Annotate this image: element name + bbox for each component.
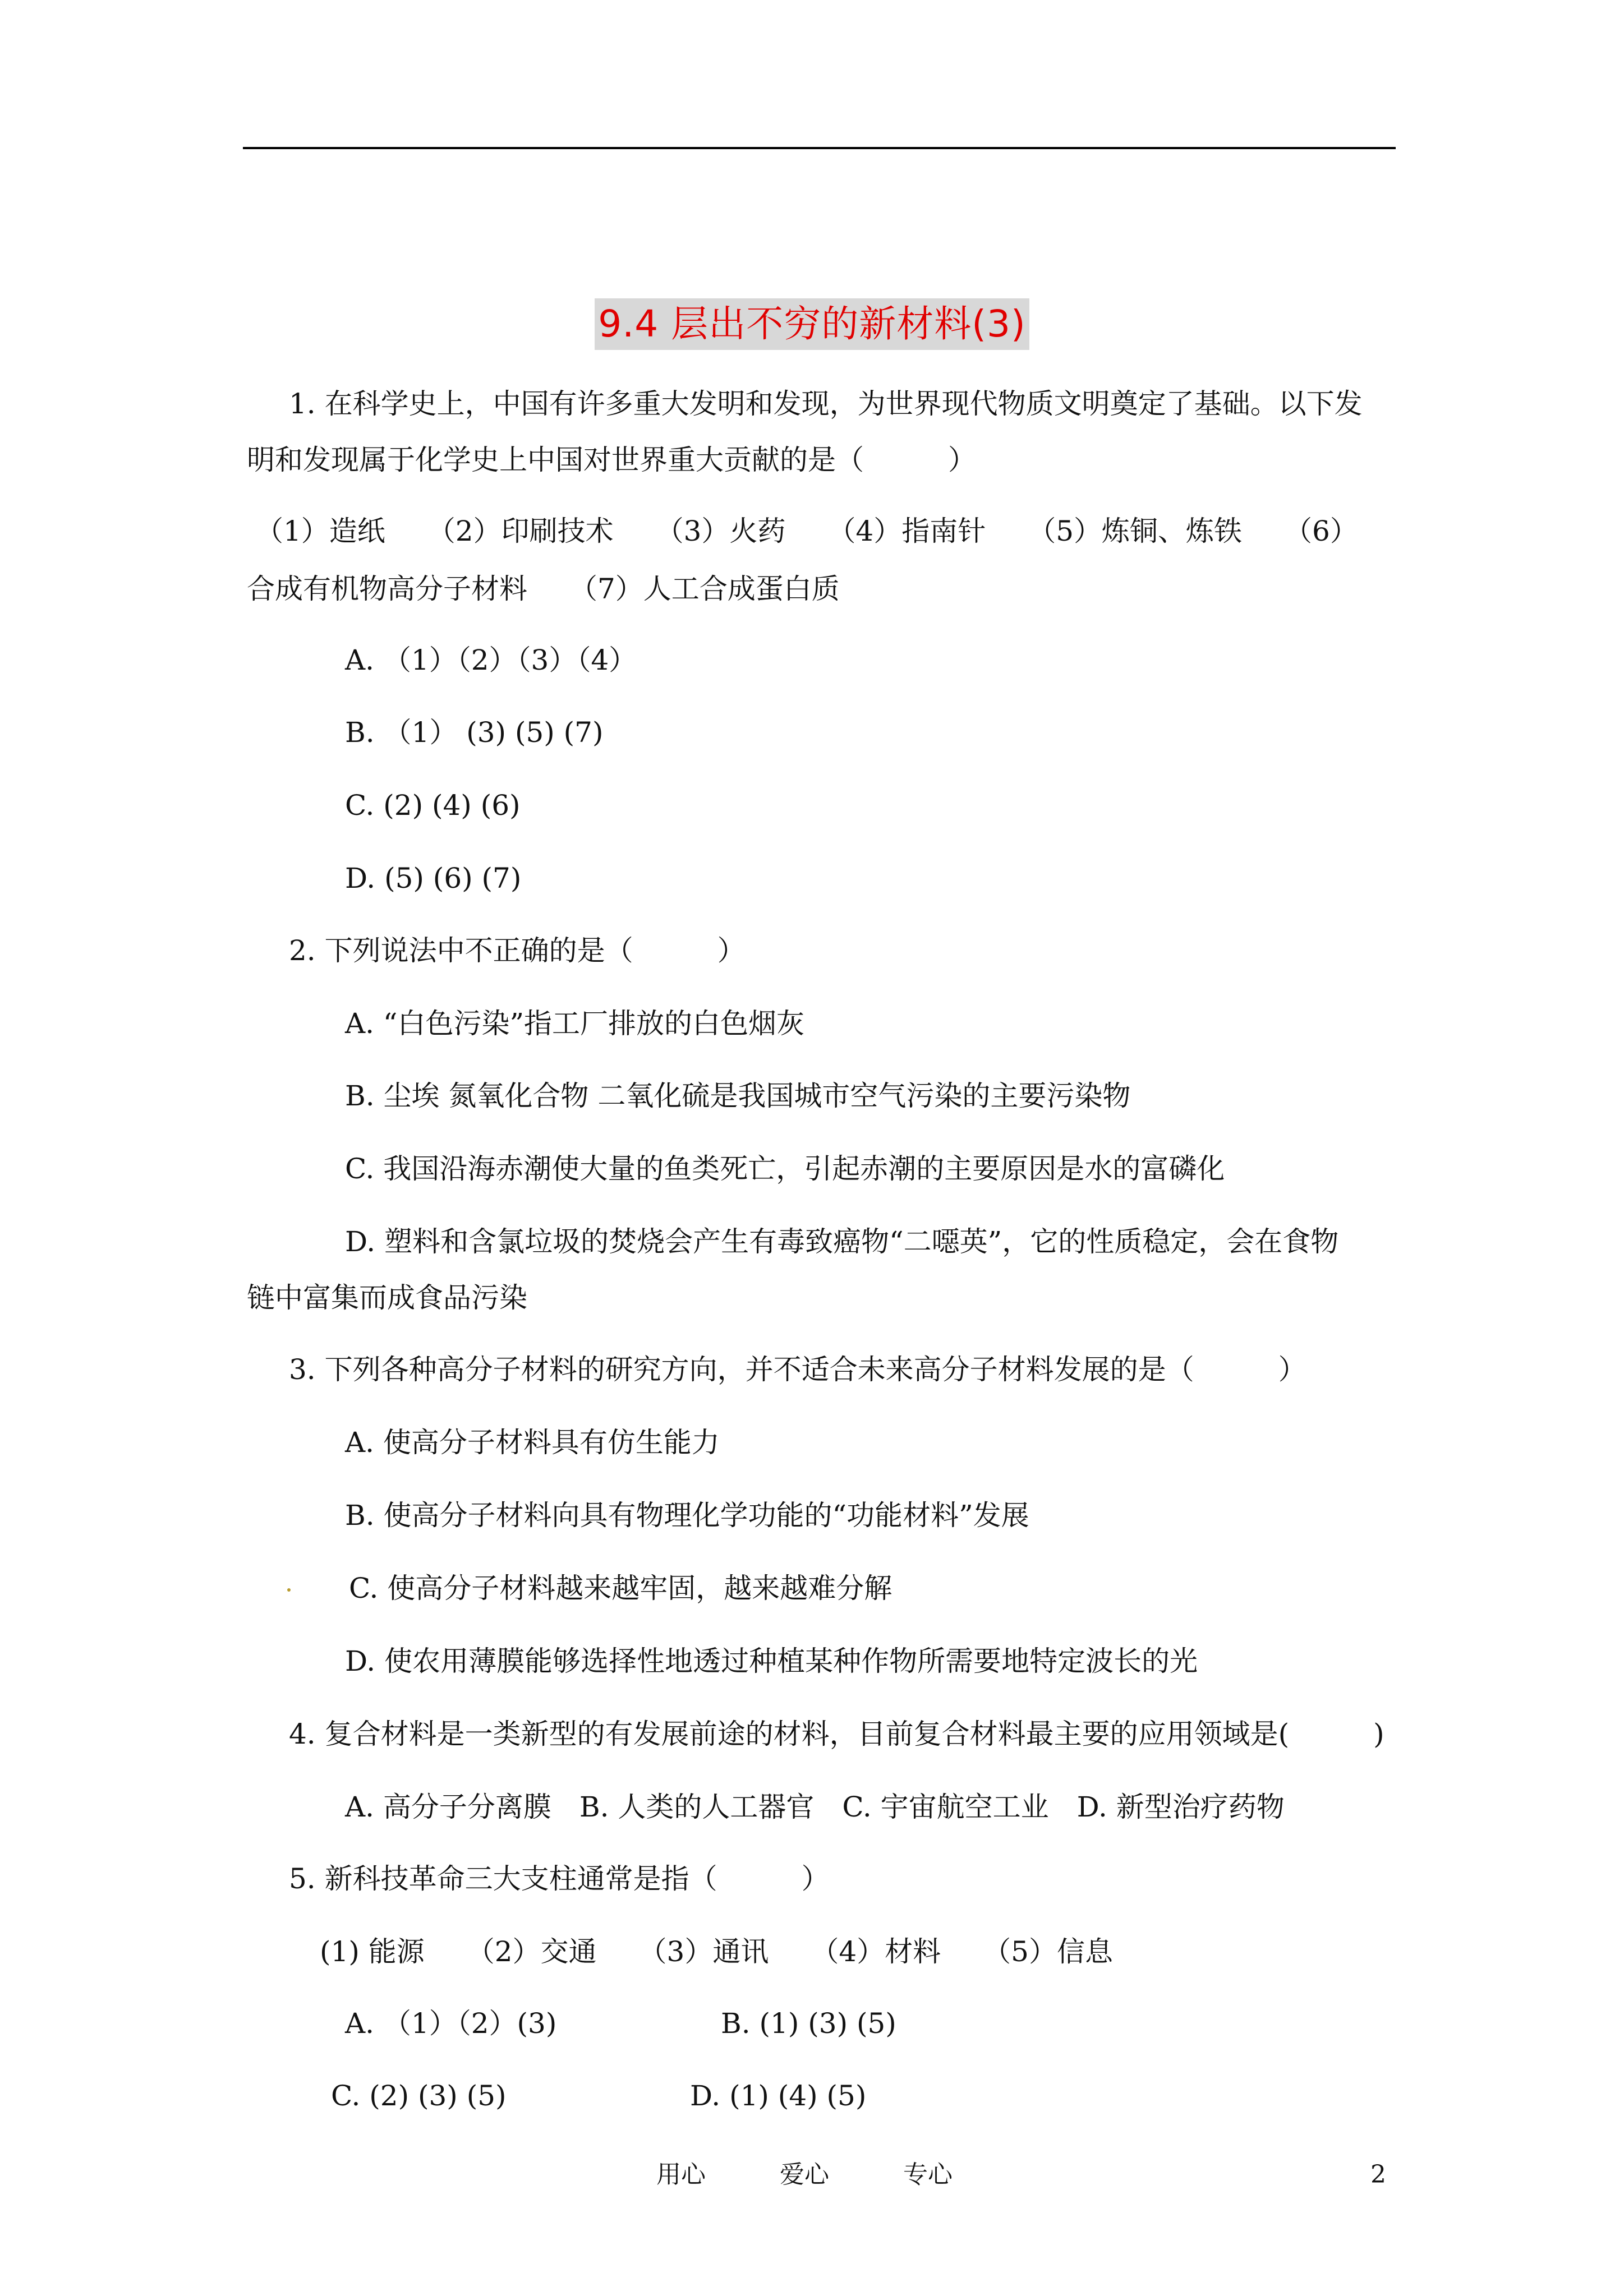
page-title: 9.4 层出不穷的新材料(3) [595, 298, 1029, 350]
q1-items-line1: （1）造纸 （2）印刷技术 （3）火药 （4）指南针 （5）炼铜、炼铁 （6） [255, 515, 1358, 547]
q3-option-c: C. 使高分子材料越来越牢固，越来越难分解 [349, 1572, 892, 1605]
q2-option-c: C. 我国沿海赤潮使大量的鱼类死亡，引起赤潮的主要原因是水的富磷化 [345, 1152, 1225, 1185]
q5-option-b: B. (1) (3) (5) [721, 2007, 896, 2040]
title-container [0, 298, 1624, 350]
footer-motto: 用心 爱心 专心 [656, 2160, 953, 2189]
page-number: 2 [1370, 2160, 1386, 2189]
q2-option-b: B. 尘埃 氮氧化合物 二氧化硫是我国城市空气污染的主要污染物 [345, 1080, 1131, 1112]
q1-stem-line1: 1. 在科学史上，中国有许多重大发明和发现，为世界现代物质文明奠定了基础。以下发 [289, 388, 1363, 420]
q5-option-a: A. （1）（2）(3) [345, 2007, 557, 2040]
q2-stem: 2. 下列说法中不正确的是（ ） [289, 934, 746, 967]
q3-stem: 3. 下列各种高分子材料的研究方向，并不适合未来高分子材料发展的是（ ） [289, 1353, 1306, 1386]
q1-items-line2: 合成有机物高分子材料 （7）人工合成蛋白质 [247, 573, 840, 605]
q2-option-d-line1: D. 塑料和含氯垃圾的焚烧会产生有毒致癌物“二噁英”，它的性质稳定，会在食物 [345, 1225, 1339, 1258]
q1-option-b: B. （1） (3) (5) (7) [345, 716, 604, 749]
q2-option-a: A. “白色污染”指工厂排放的白色烟灰 [345, 1007, 805, 1040]
stray-mark [287, 1588, 291, 1592]
q4-stem: 4. 复合材料是一类新型的有发展前途的材料，目前复合材料最主要的应用领域是( ) [289, 1718, 1384, 1750]
q3-option-a: A. 使高分子材料具有仿生能力 [345, 1426, 720, 1459]
q5-option-c: C. (2) (3) (5) [331, 2080, 507, 2112]
q1-option-d: D. (5) (6) (7) [345, 862, 522, 895]
q1-option-a: A. （1）（2）（3）（4） [345, 644, 637, 676]
q3-option-b: B. 使高分子材料向具有物理化学功能的“功能材料”发展 [345, 1499, 1029, 1532]
q5-option-d: D. (1) (4) (5) [690, 2080, 867, 2112]
q3-option-d: D. 使农用薄膜能够选择性地透过种植某种作物所需要地特定波长的光 [345, 1645, 1198, 1677]
q2-option-d-line2: 链中富集而成食品污染 [247, 1281, 527, 1314]
q1-stem-line2: 明和发现属于化学史上中国对世界重大贡献的是（ ） [247, 444, 976, 476]
q5-items: (1) 能源 （2）交通 （3）通讯 （4）材料 （5）信息 [320, 1935, 1113, 1968]
q4-options: A. 高分子分离膜 B. 人类的人工器官 C. 宇宙航空工业 D. 新型治疗药物 [345, 1791, 1285, 1823]
q1-option-c: C. (2) (4) (6) [345, 789, 521, 822]
header-rule [243, 147, 1396, 149]
q5-stem: 5. 新科技革命三大支柱通常是指（ ） [289, 1862, 830, 1895]
